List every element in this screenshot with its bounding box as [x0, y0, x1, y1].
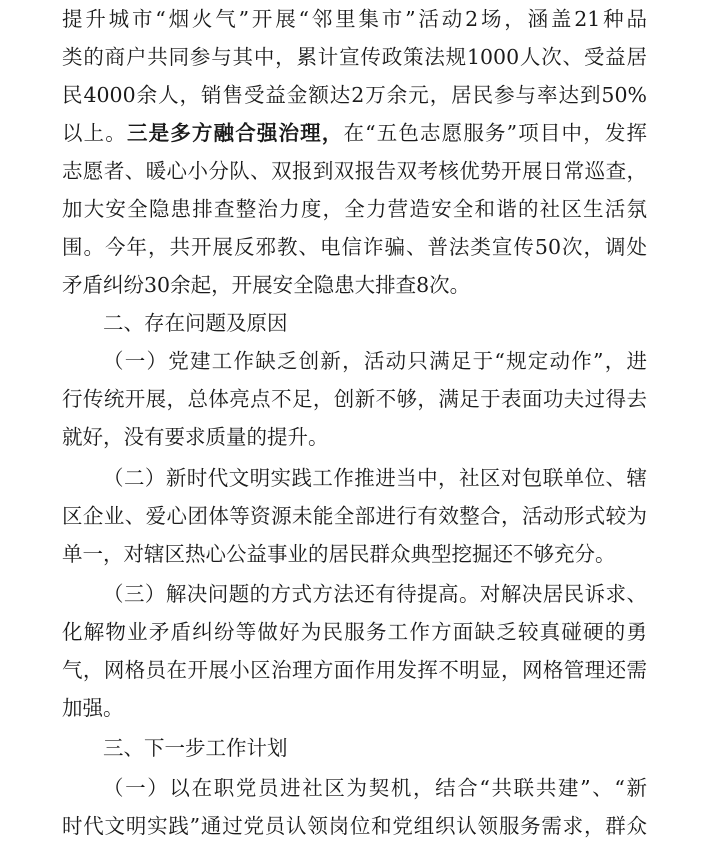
text-line: （二）新时代文明实践工作推进当中，社区对包联单位、辖 [103, 466, 647, 490]
text-line: 类的商户共同参与其中，累计宣传政策法规1000人次、受益居 [62, 45, 647, 69]
text-line: 加大安全隐患排查整治力度，全力营造安全和谐的社区生活氛 [62, 197, 647, 221]
section-heading: 二、存在问题及原因 [103, 311, 288, 335]
text-line: （一）以在职党员进社区为契机，结合“共联共建”、“新 [103, 776, 647, 800]
text-line: （一）党建工作缺乏创新，活动只满足于“规定动作”，进 [103, 349, 647, 373]
text-fragment: 以上。 [62, 121, 127, 145]
text-line: 加强。 [62, 696, 124, 720]
text-line: 区企业、爱心团体等资源未能全部进行有效整合，活动形式较为 [62, 504, 647, 528]
text-line: 矛盾纠纷30余起，开展安全隐患大排查8次。 [62, 273, 471, 297]
text-fragment: 在“五色志愿服务”项目中，发挥 [343, 121, 648, 145]
text-line: 单一，对辖区热心公益事业的居民群众典型挖掘还不够充分。 [62, 542, 616, 566]
text-line: 提升城市“烟火气”开展“邻里集市”活动2场，涵盖21种品 [62, 7, 647, 31]
bold-emphasis: 三是多方融合强治理， [126, 121, 344, 145]
text-line-with-bold [62, 117, 647, 149]
text-line: 志愿者、暖心小分队、双报到双报告双考核优势开展日常巡查， [62, 159, 647, 183]
text-line: 围。今年，共开展反邪教、电信诈骗、普法类宣传50次，调处 [62, 235, 647, 259]
text-line: 时代文明实践”通过党员认领岗位和党组织认领服务需求，群众 [62, 814, 647, 838]
text-line: 民4000余人，销售受益金额达2万余元，居民参与率达到50% [62, 83, 647, 107]
text-line: 就好，没有要求质量的提升。 [62, 425, 329, 449]
section-heading: 三、下一步工作计划 [103, 736, 288, 760]
text-line: （三）解决问题的方式方法还有待提高。对解决居民诉求、 [103, 582, 647, 606]
text-line: 气，网格员在开展小区治理方面作用发挥不明显，网格管理还需 [62, 658, 647, 682]
text-line: 化解物业矛盾纠纷等做好为民服务工作方面缺乏较真碰硬的勇 [62, 620, 647, 644]
text-line: 行传统开展，总体亮点不足，创新不够，满足于表面功夫过得去 [62, 387, 647, 411]
